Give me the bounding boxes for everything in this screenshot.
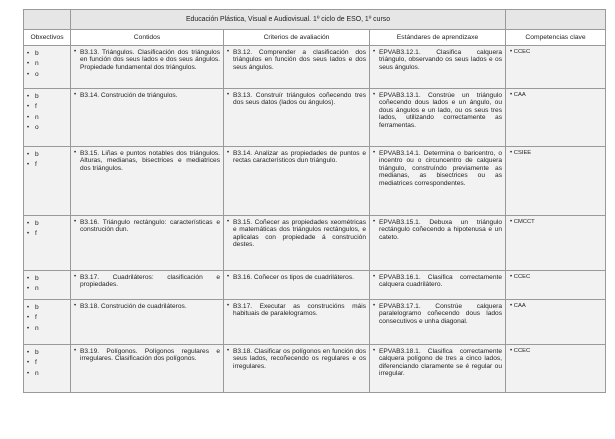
objective-item: • o xyxy=(27,70,70,80)
criteria-cell: • B3.17. Executar as construcións máis habituais de paralelogramos. xyxy=(224,300,369,321)
table-row xyxy=(24,216,606,271)
criteria-cell: • B3.13. Construír triángulos coñecendo tres dos seus datos (lados ou ángulos). xyxy=(224,89,369,110)
objective-item: • b xyxy=(27,219,70,229)
table-row xyxy=(24,89,606,147)
table-row xyxy=(24,46,606,89)
objectives-cell xyxy=(24,271,71,300)
objective-item: • b xyxy=(27,150,70,160)
objective-item: • n xyxy=(27,324,70,334)
standards-cell: • EPVAB3.18.1. Clasifica correctamente calquera polígono de tres a cinco lados, diferenciando claramente se é regular ou irregular. xyxy=(370,345,505,381)
standards-cell: • EPVAB3.12.1. Clasifica calquera triángulo, observando os seus lados e os seus ángulos. xyxy=(370,46,505,74)
contents-cell: • B3.13. Triángulos. Clasificación dos triángulos en función dos seus lados e dos seus ángulos. Propiedade fundamental dos triángulos. xyxy=(71,46,223,74)
criteria-cell: • B3.18. Clasificar os polígonos en función dos seus lados, recoñecendo os regulares e os irregulares. xyxy=(224,345,369,373)
objective-item: • b xyxy=(27,303,70,313)
column-header-standards: Estándares de aprendizaxe xyxy=(370,30,506,46)
contents-cell: • B3.15. Liñas e puntos notables dos triángulos. Alturas, medianas, bisectrices e mediatrices dos triángulos. xyxy=(71,147,223,175)
contents-cell: • B3.19. Polígonos. Polígonos regulares e irregulares. Clasificación dos polígonos. xyxy=(71,345,223,366)
column-header-criteria: Criterios de avaliación xyxy=(224,30,370,46)
banner-blank-cell xyxy=(506,10,606,30)
objectives-cell xyxy=(24,216,71,271)
objective-item: • b xyxy=(27,348,70,358)
objective-item: • n xyxy=(27,59,70,69)
objective-item: • n xyxy=(27,113,70,123)
table-row xyxy=(24,300,606,345)
curriculum-table xyxy=(23,9,606,393)
contents-cell: • B3.14. Construción de triángulos. xyxy=(71,89,223,102)
standards-cell: • EPVAB3.14.1. Determina o baricentro, o incentro ou o circuncentro de calquera triángulo, construíndo previamente as medianas, as bisectrices ou as mediatrices correspondentes. xyxy=(370,147,505,190)
objective-item: • b xyxy=(27,49,70,59)
banner-blank-cell xyxy=(24,10,71,30)
standards-cell: • EPVAB3.15.1. Debuxa un triángulo rectángulo coñecendo a hipotenusa e un cateto. xyxy=(370,216,505,244)
competences-cell: • CCEC xyxy=(506,271,605,284)
standards-cell: • EPVAB3.17.1. Constrúe calquera paralelogramo coñecendo dous lados consecutivos e unha diagonal. xyxy=(370,300,505,328)
objective-item: • b xyxy=(27,92,70,102)
objectives-cell xyxy=(24,147,71,216)
objectives-cell xyxy=(24,345,71,393)
objective-item: • f xyxy=(27,160,70,170)
competences-cell: • CCEC xyxy=(506,345,605,358)
objective-item: • n xyxy=(27,284,70,294)
criteria-cell: • B3.16. Coñecer os tipos de cuadriláteros. xyxy=(224,271,369,284)
table-row xyxy=(24,271,606,300)
column-header-contents: Contidos xyxy=(71,30,224,46)
competences-cell: • CMCCT xyxy=(506,216,605,229)
table-banner-title: Educación Plástica, Visual e Audiovisual. 1º ciclo de ESO, 1º curso xyxy=(71,10,506,30)
competences-cell: • CAA xyxy=(506,300,605,313)
contents-cell: • B3.17. Cuadriláteros: clasificación e propiedades. xyxy=(71,271,223,292)
objectives-cell xyxy=(24,46,71,89)
criteria-cell: • B3.15. Coñecer as propiedades xeométricas e matemáticas dos triángulos rectángulos, e aplicalas con propiedade á construción destes. xyxy=(224,216,369,252)
criteria-cell: • B3.12. Comprender a clasificación dos triángulos en función dos seus lados e dos seus ángulos. xyxy=(224,46,369,74)
criteria-cell: • B3.14. Analizar as propiedades de puntos e rectas característicos dun triángulo. xyxy=(224,147,369,168)
objective-item: • f xyxy=(27,102,70,112)
objective-item: • n xyxy=(27,369,70,379)
competences-cell: • CSIEE xyxy=(506,147,605,160)
objectives-cell xyxy=(24,89,71,147)
column-header-objectives: Obxectivos xyxy=(24,30,71,46)
competences-cell: • CAA xyxy=(506,89,605,102)
table-row xyxy=(24,345,606,393)
objective-item: • f xyxy=(27,313,70,323)
objective-item: • f xyxy=(27,229,70,239)
competences-cell: • CCEC xyxy=(506,46,605,59)
objectives-cell xyxy=(24,300,71,345)
objective-item: • b xyxy=(27,274,70,284)
column-header-competences: Competencias clave xyxy=(506,30,606,46)
objective-item: • o xyxy=(27,123,70,133)
table-row xyxy=(24,147,606,216)
standards-cell: • EPVAB3.13.1. Constrúe un triángulo coñecendo dous lados e un ángulo, ou dous ángulos e un lado, ou os seus tres lados, utilizando correctamente as ferramentas. xyxy=(370,89,505,132)
contents-cell: • B3.18. Construción de cuadriláteros. xyxy=(71,300,223,313)
contents-cell: • B3.16. Triángulo rectángulo: características e construción dun. xyxy=(71,216,223,237)
standards-cell: • EPVAB3.16.1. Clasifica correctamente calquera cuadrilátero. xyxy=(370,271,505,292)
objective-item: • f xyxy=(27,358,70,368)
